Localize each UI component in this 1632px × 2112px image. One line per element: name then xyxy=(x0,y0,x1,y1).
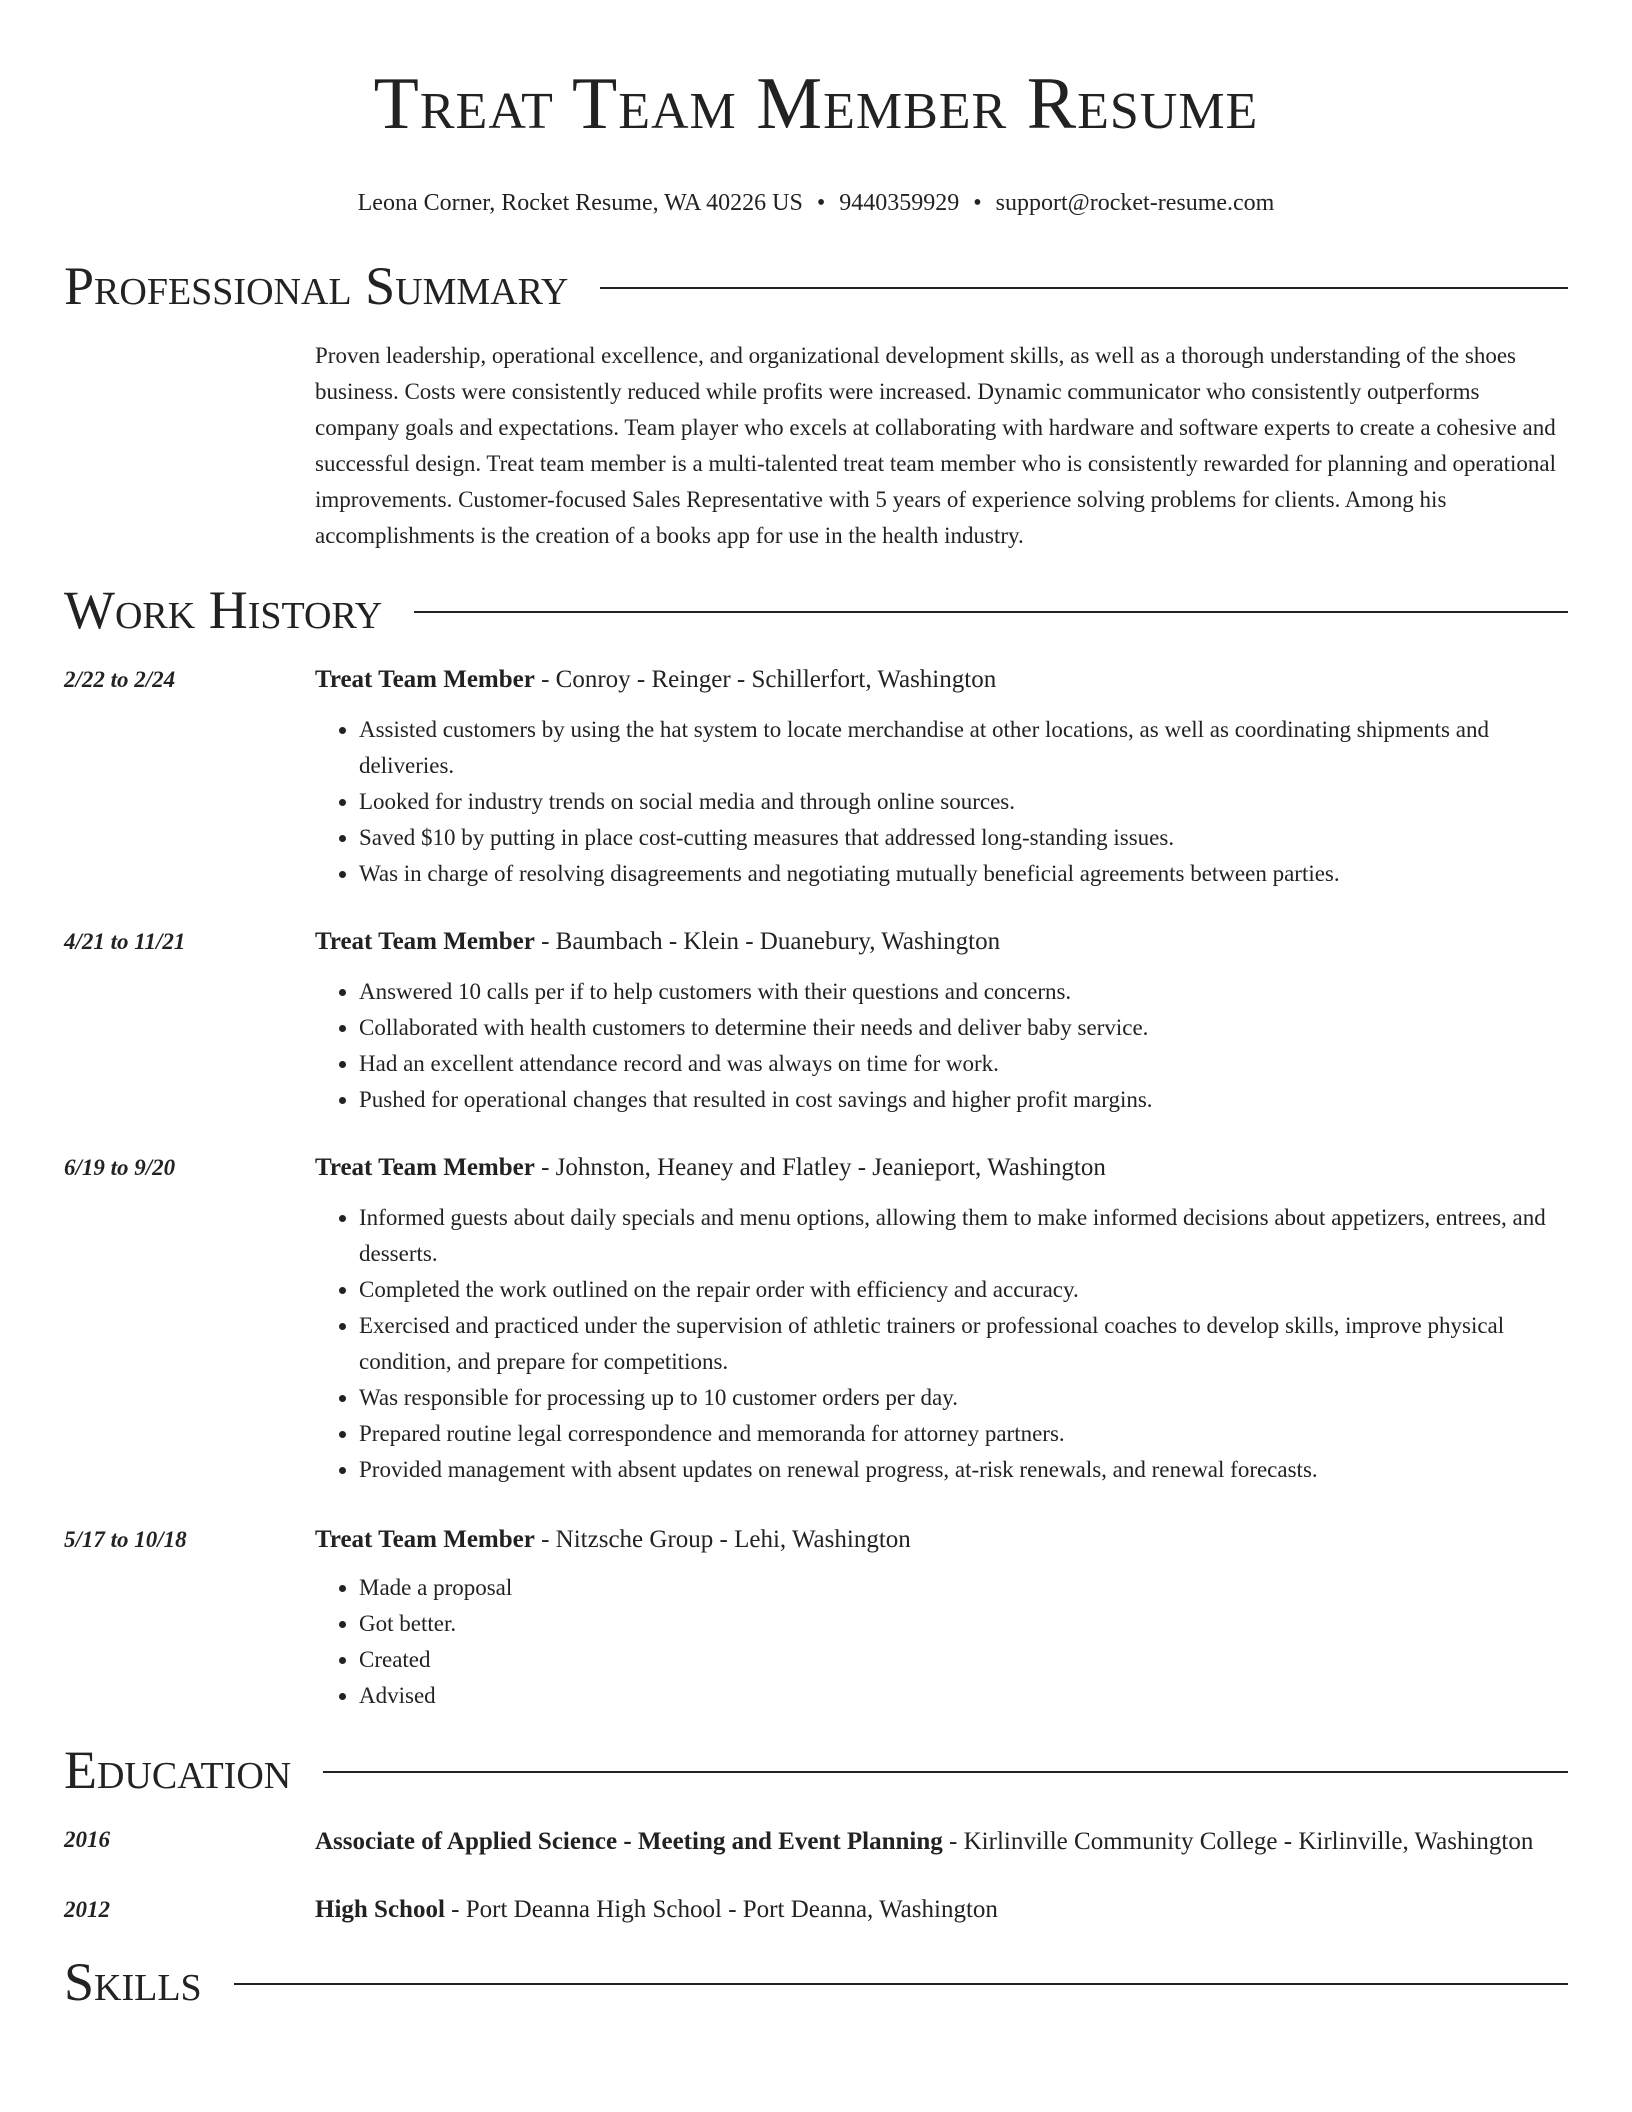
education-degree: High School xyxy=(315,1896,445,1923)
job-title: Treat Team Member xyxy=(315,666,535,693)
job-dates: 6/19 to 9/20 xyxy=(64,1155,176,1180)
job-bullets xyxy=(315,1570,1568,1714)
education-details: - Kirlinville Community College - Kirlinville, Washington xyxy=(942,1828,1534,1855)
summary-section-header xyxy=(64,256,1568,316)
contact-line xyxy=(64,188,1568,218)
job-details: - Nitzsche Group - Lehi, Washington xyxy=(534,1526,911,1553)
education-details: - Port Deanna High School - Port Deanna, Washington xyxy=(444,1896,998,1923)
education-body xyxy=(315,1892,1568,1928)
education-line xyxy=(315,1822,1568,1862)
job-body xyxy=(315,924,1568,1118)
job-bullet: • Had an excellent attendance record and was always on time for work. xyxy=(359,1046,1568,1082)
job-bullet: • Informed guests about daily specials and menu options, allowing them to make informed decisions about appetizers, entrees, and desserts. xyxy=(359,1200,1568,1272)
skills-section-header xyxy=(64,1952,1568,2012)
job-bullets xyxy=(315,974,1568,1118)
job-details: - Baumbach - Klein - Duanebury, Washington xyxy=(534,928,1001,955)
job-details: - Johnston, Heaney and Flatley - Jeanieport, Washington xyxy=(534,1154,1106,1181)
section-divider xyxy=(414,611,1568,613)
job-entry xyxy=(64,1150,1568,1488)
job-bullet: • Assisted customers by using the hat system to locate merchandise at other locations, as well as coordinating shipments and deliveries. xyxy=(359,712,1568,784)
education-line xyxy=(315,1892,1568,1928)
job-bullet: • Collaborated with health customers to determine their needs and deliver baby service. xyxy=(359,1010,1568,1046)
job-bullet: • Answered 10 calls per if to help customers with their questions and concerns. xyxy=(359,974,1568,1010)
job-title-line xyxy=(315,1522,1568,1558)
job-dates: 4/21 to 11/21 xyxy=(64,929,186,954)
education-year: 2012 xyxy=(64,1897,110,1922)
job-bullet: • Was responsible for processing up to 10 customer orders per day. xyxy=(359,1380,1568,1416)
job-entry xyxy=(64,1522,1568,1714)
job-title: Treat Team Member xyxy=(315,928,535,955)
job-bullet: • Got better. xyxy=(359,1606,1568,1642)
job-title-line xyxy=(315,662,1568,698)
job-body xyxy=(315,1522,1568,1714)
job-bullet: • Exercised and practiced under the supervision of athletic trainers or professional coaches to develop skills, improve physical condition, and prepare for competitions. xyxy=(359,1308,1568,1380)
summary-text: Proven leadership, operational excellence, and organizational development skills, as well as a thorough understanding of the shoes business. Costs were consistently reduced while profits were increased. Dynamic communicator who consistently outperforms company goals and expectations. Team player who excels at collaborating with hardware and software experts to create a cohesive and successful design. Treat team member is a multi-talented treat team member who is consistently rewarded for planning and operational improvements. Customer-focused Sales Representative with 5 years of experience solving problems for clients. Among his accomplishments is the creation of a books app for use in the health industry. xyxy=(315,343,1557,548)
job-bullet: • Pushed for operational changes that resulted in cost savings and higher profit margins. xyxy=(359,1082,1568,1118)
summary-heading: Professional Summary xyxy=(64,256,569,316)
job-title-line xyxy=(315,1150,1568,1186)
contact-separator: • xyxy=(973,190,982,216)
education-body xyxy=(315,1822,1568,1862)
contact-separator: • xyxy=(816,190,826,216)
education-degree: Associate of Applied Science - Meeting and Event Planning xyxy=(315,1828,943,1855)
job-body xyxy=(315,1150,1568,1488)
job-bullets xyxy=(315,1200,1568,1488)
job-title: Treat Team Member xyxy=(315,1154,535,1181)
education-entry xyxy=(64,1892,1568,1928)
section-divider xyxy=(600,287,1568,289)
contact-address: Leona Corner, Rocket Resume, WA 40226 US xyxy=(357,190,803,216)
education-entry xyxy=(64,1822,1568,1862)
education-year: 2016 xyxy=(64,1827,110,1852)
contact-email: support@rocket-resume.com xyxy=(995,190,1275,216)
job-bullet: • Advised xyxy=(359,1678,1568,1714)
job-bullet: • Completed the work outlined on the repair order with efficiency and accuracy. xyxy=(359,1272,1568,1308)
job-bullet: • Looked for industry trends on social media and through online sources. xyxy=(359,784,1568,820)
job-dates: 5/17 to 10/18 xyxy=(64,1527,187,1552)
job-bullet: • Made a proposal xyxy=(359,1570,1568,1606)
job-bullet: • Was in charge of resolving disagreements and negotiating mutually beneficial agreements between parties. xyxy=(359,856,1568,892)
job-bullet: • Provided management with absent updates on renewal progress, at-risk renewals, and renewal forecasts. xyxy=(359,1452,1568,1488)
contact-phone: 9440359929 xyxy=(839,190,960,216)
job-dates: 2/22 to 2/24 xyxy=(64,667,176,692)
job-entry xyxy=(64,662,1568,892)
work-heading: Work History xyxy=(64,580,383,640)
education-section-header xyxy=(64,1740,1568,1800)
resume-title: Treat Team Member Resume xyxy=(373,63,1259,145)
job-bullet: • Prepared routine legal correspondence and memoranda for attorney partners. xyxy=(359,1416,1568,1452)
work-section-header xyxy=(64,580,1568,640)
job-bullets xyxy=(315,712,1568,892)
section-divider xyxy=(323,1771,1568,1773)
job-bullet: • Created xyxy=(359,1642,1568,1678)
job-title-line xyxy=(315,924,1568,960)
job-title: Treat Team Member xyxy=(315,1526,535,1553)
education-heading: Education xyxy=(64,1740,292,1800)
job-entry xyxy=(64,924,1568,1118)
job-bullet: • Saved $10 by putting in place cost-cutting measures that addressed long-standing issues. xyxy=(359,820,1568,856)
skills-heading: Skills xyxy=(64,1952,202,2012)
job-body xyxy=(315,662,1568,892)
section-divider xyxy=(234,1983,1568,1985)
job-details: - Conroy - Reinger - Schillerfort, Washington xyxy=(534,666,997,693)
